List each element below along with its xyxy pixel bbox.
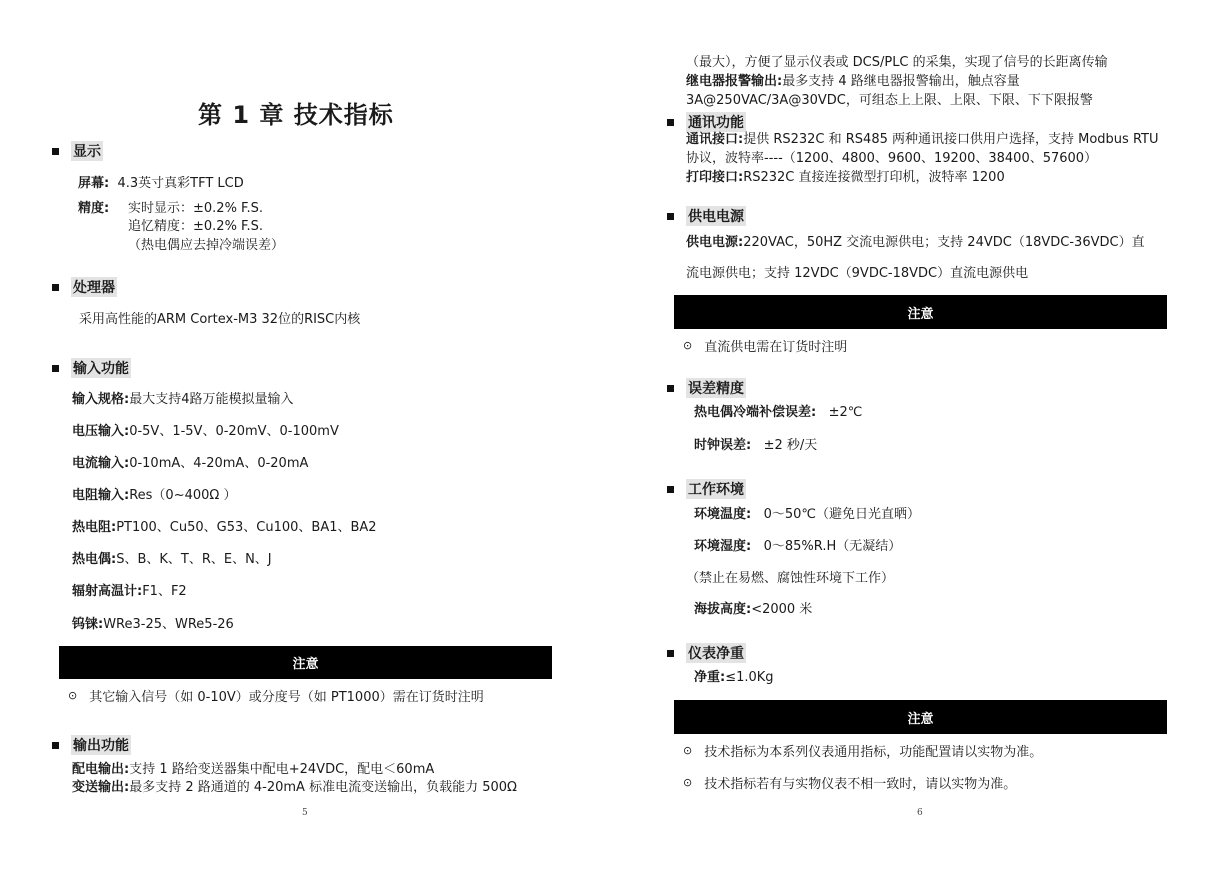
- input-row: 电流输入:0-10mA、4-20mA、0-20mA: [72, 456, 309, 471]
- circle-dot-icon: ⊙: [683, 776, 693, 789]
- section-label: 输出功能: [71, 735, 131, 755]
- precision-line-1: 实时显示：±0.2% F.S.: [128, 201, 263, 216]
- bullet-square-icon: [667, 213, 674, 220]
- bullet-square-icon: [52, 365, 59, 372]
- precision-line-3: （热电偶应去掉冷端误差）: [128, 238, 285, 253]
- circle-dot-icon: ⊙: [683, 744, 693, 757]
- bullet-square-icon: [667, 486, 674, 493]
- input-row: 热电偶:S、B、K、T、R、E、N、J: [72, 552, 272, 567]
- note-item: ⊙ 技术指标若有与实物仪表不相一致时，请以实物为准。: [683, 776, 1017, 792]
- section-error-heading: [667, 378, 746, 398]
- section-label: 输入功能: [71, 358, 131, 378]
- comm-line-2: 协议，波特率----（1200、4800、9600、19200、38400、57600）: [686, 151, 1098, 166]
- bullet-square-icon: [52, 284, 59, 291]
- output-line-1: 配电输出:支持 1 路给变送器集中配电+24VDC，配电＜60mA: [72, 762, 435, 777]
- screen-spec: 屏幕: 4.3英寸真彩TFT LCD: [78, 176, 244, 191]
- note-bar: 注意: [674, 700, 1167, 734]
- page-number: 6: [917, 808, 923, 818]
- error-line-1: 热电偶冷端补偿误差: ±2℃: [694, 405, 863, 420]
- precision-label: 精度:: [78, 201, 110, 216]
- input-row: 电压输入:0-5V、1-5V、0-20mV、0-100mV: [72, 424, 339, 439]
- bullet-square-icon: [667, 119, 674, 126]
- note-item: ⊙ 直流供电需在订货时注明: [683, 339, 848, 355]
- note-bar: 注意: [59, 646, 552, 679]
- circle-dot-icon: ⊙: [683, 339, 693, 352]
- input-row: 辐射高温计:F1、F2: [72, 584, 187, 599]
- page-title: 第 1 章 技术指标: [198, 101, 394, 129]
- section-env-heading: [667, 479, 746, 499]
- section-output-heading: [52, 735, 131, 755]
- section-label: 通讯功能: [686, 112, 746, 132]
- bullet-square-icon: [667, 650, 674, 657]
- input-row: 电阻输入:Res（0~400Ω ）: [72, 488, 237, 503]
- power-line-1: 供电电源:220VAC，50HZ 交流电源供电；支持 24VDC（18VDC-36VDC）直: [686, 235, 1145, 250]
- output-line-2: 变送输出:最多支持 2 路通道的 4-20mA 标准电流变送输出，负载能力 500Ω: [72, 780, 517, 795]
- error-line-2: 时钟误差: ±2 秒/天: [694, 438, 818, 453]
- section-label: 处理器: [71, 277, 117, 297]
- env-line-2: 环境湿度: 0～85%R.H（无凝结）: [694, 539, 902, 554]
- continued-line: （最大），方便了显示仪表或 DCS/PLC 的采集，实现了信号的长距离传输: [686, 55, 1108, 70]
- weight-line-1: 净重:≤1.0Kg: [694, 670, 774, 685]
- comm-line-3: 打印接口:RS232C 直接连接微型打印机，波特率 1200: [686, 170, 1005, 185]
- bullet-square-icon: [52, 742, 59, 749]
- env-line-3: （禁止在易燃、腐蚀性环境下工作）: [686, 571, 895, 586]
- section-label: 工作环境: [686, 479, 746, 499]
- processor-text: 采用高性能的ARM Cortex-M3 32位的RISC内核: [79, 312, 361, 327]
- bullet-square-icon: [52, 148, 59, 155]
- section-input-heading: [52, 358, 131, 378]
- input-row: 钨铼:WRe3-25、WRe5-26: [72, 617, 234, 632]
- section-label: 供电电源: [686, 206, 746, 226]
- section-processor-heading: [52, 277, 117, 297]
- section-label: 误差精度: [686, 378, 746, 398]
- relay-line-2: 3A@250VAC/3A@30VDC，可组态上上限、上限、下限、下下限报警: [686, 93, 1093, 108]
- section-display-heading: [52, 141, 103, 161]
- env-line-4: 海拔高度:<2000 米: [694, 602, 813, 617]
- env-line-1: 环境温度: 0～50℃（避免日光直晒）: [694, 507, 921, 522]
- comm-line-1: 通讯接口:提供 RS232C 和 RS485 两种通讯接口供用户选择，支持 Modbus RTU: [686, 132, 1159, 147]
- input-row: 输入规格:最大支持4路万能模拟量输入: [72, 392, 294, 407]
- section-weight-heading: [667, 643, 746, 663]
- power-line-2: 流电源供电；支持 12VDC（9VDC-18VDC）直流电源供电: [686, 266, 1029, 281]
- precision-line-2: 追忆精度：±0.2% F.S.: [128, 219, 263, 234]
- section-comm-heading: [667, 112, 746, 132]
- circle-dot-icon: ⊙: [68, 689, 78, 702]
- note-bar: 注意: [674, 295, 1167, 329]
- input-row: 热电阻:PT100、Cu50、G53、Cu100、BA1、BA2: [72, 520, 377, 535]
- section-label: 仪表净重: [686, 643, 746, 663]
- bullet-square-icon: [667, 385, 674, 392]
- relay-line-1: 继电器报警输出:最多支持 4 路继电器报警输出，触点容量: [686, 74, 1020, 89]
- section-power-heading: [667, 206, 746, 226]
- section-label: 显示: [71, 141, 103, 161]
- note-item: ⊙ 技术指标为本系列仪表通用指标，功能配置请以实物为准。: [683, 744, 1043, 760]
- page-number: 5: [302, 808, 308, 818]
- note-item: ⊙ 其它输入信号（如 0-10V）或分度号（如 PT1000）需在订货时注明: [68, 689, 484, 705]
